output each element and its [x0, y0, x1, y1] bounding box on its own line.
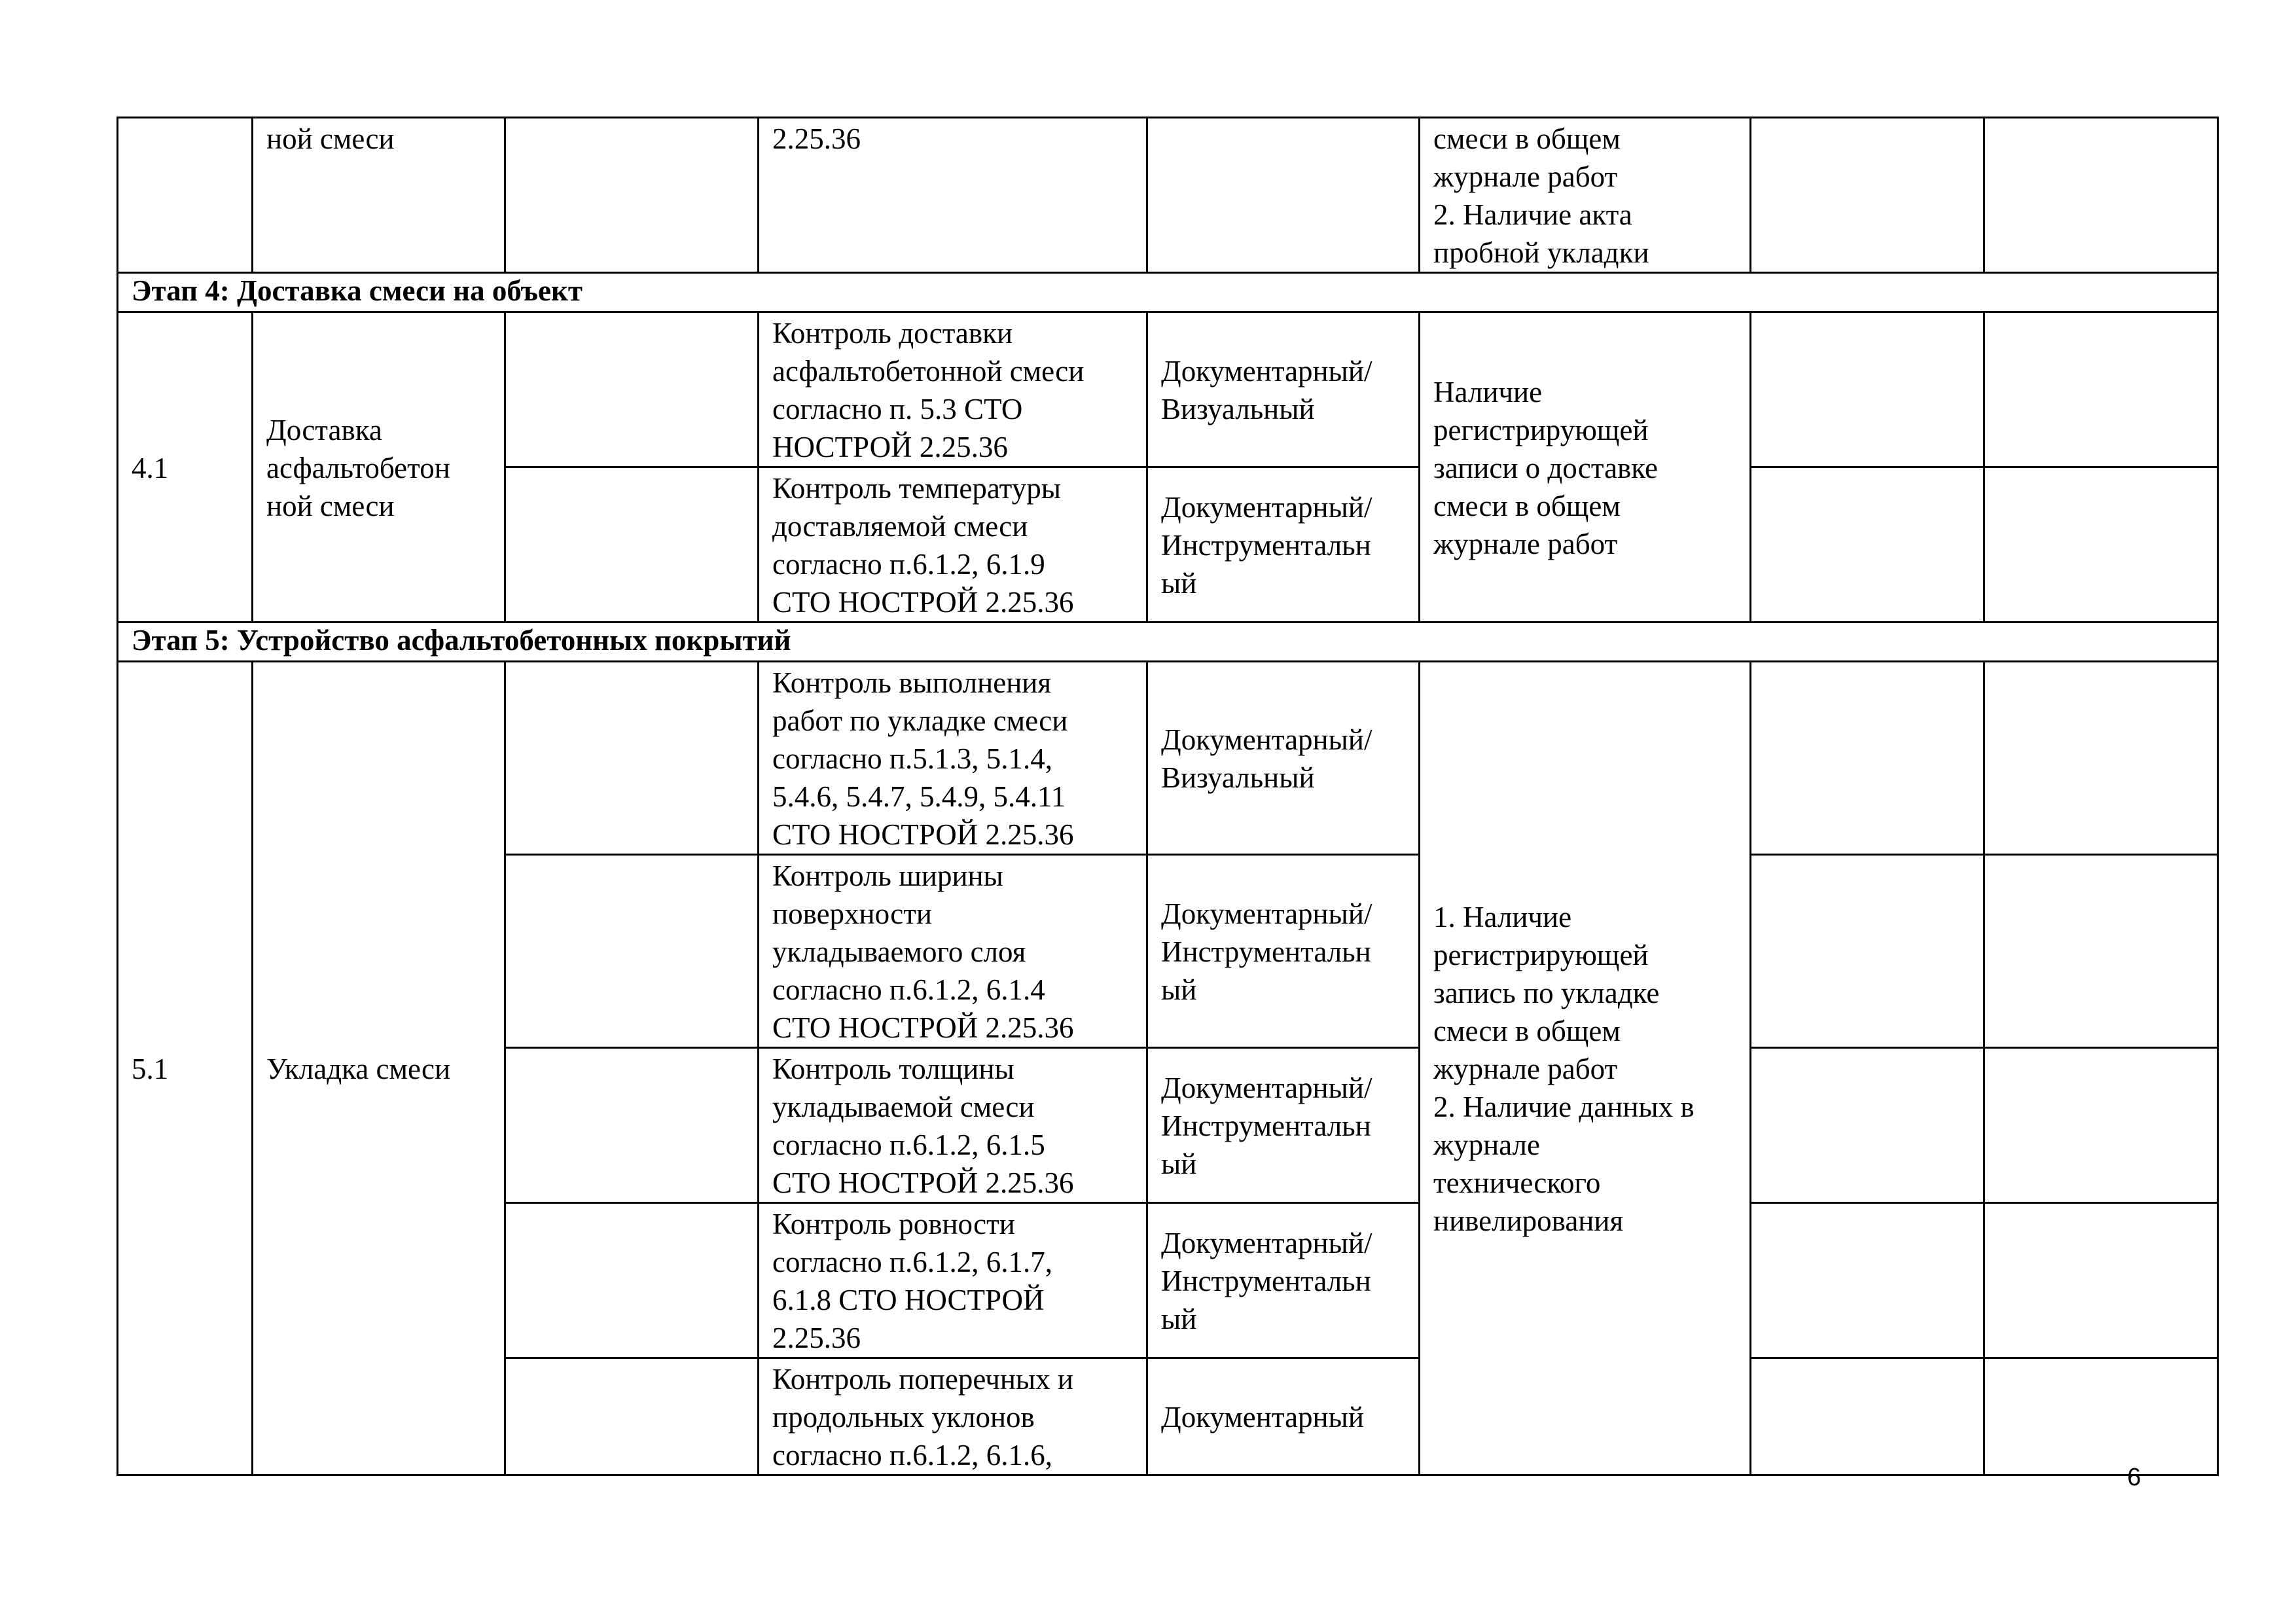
cell-control: Контроль доставки асфальтобетонной смеси согласно п. 5.3 СТО НОСТРОЙ 2.25.36: [759, 312, 1147, 467]
cell-name: Доставка асфальтобетон ной смеси: [253, 312, 505, 623]
cell-empty: [505, 118, 759, 273]
cell-control: Контроль толщины укладываемой смеси согласно п.6.1.2, 6.1.5 СТО НОСТРОЙ 2.25.36: [759, 1048, 1147, 1203]
cell-empty: [1751, 312, 1984, 467]
cell-empty: [1751, 662, 1984, 855]
cell-method: Документарный: [1147, 1358, 1420, 1475]
cell-empty: [1984, 1048, 2218, 1203]
control-table: [117, 117, 2219, 1476]
cell-method: Документарный/ Визуальный: [1147, 312, 1420, 467]
cell-method: Документарный/ Визуальный: [1147, 662, 1420, 855]
cell-method: [1147, 118, 1420, 273]
cell-empty: [1751, 118, 1984, 273]
table-row: [118, 662, 2218, 855]
stage-5-title: Этап 5: Устройство асфальтобетонных покрытий: [118, 623, 2218, 662]
cell-number: 5.1: [118, 662, 253, 1475]
stage-header-row: [118, 273, 2218, 312]
cell-name: Укладка смеси: [253, 662, 505, 1475]
cell-result: Наличие регистрирующей записи о доставке смеси в общем журнале работ: [1420, 312, 1751, 623]
stage-4-title: Этап 4: Доставка смеси на объект: [118, 273, 2218, 312]
cell-empty: [505, 855, 759, 1048]
cell-result: 1. Наличие регистрирующей запись по укладке смеси в общем журнале работ 2. Наличие данных в журнале технического нивелирования: [1420, 662, 1751, 1475]
cell-empty: [1984, 662, 2218, 855]
table-row: [118, 118, 2218, 273]
cell-empty: [505, 1358, 759, 1475]
cell-empty: [505, 662, 759, 855]
cell-empty: [1751, 855, 1984, 1048]
cell-empty: [505, 1203, 759, 1358]
cell-method: Документарный/ Инструментальн ый: [1147, 855, 1420, 1048]
cell-control: Контроль поперечных и продольных уклонов согласно п.6.1.2, 6.1.6,: [759, 1358, 1147, 1475]
cell-empty: [1751, 1358, 1984, 1475]
cell-empty: [1751, 1048, 1984, 1203]
cell-method: Документарный/ Инструментальн ый: [1147, 1048, 1420, 1203]
cell-empty: [1984, 1358, 2218, 1475]
page-number: 6: [2127, 1464, 2142, 1491]
cell-method: Документарный/ Инструментальн ый: [1147, 1203, 1420, 1358]
cell-empty: [1751, 1203, 1984, 1358]
cell-empty: [1751, 467, 1984, 623]
cell-control: Контроль ширины поверхности укладываемого слоя согласно п.6.1.2, 6.1.4 СТО НОСТРОЙ 2.25.36: [759, 855, 1147, 1048]
cell-empty: [1984, 1203, 2218, 1358]
cell-result: смеси в общем журнале работ 2. Наличие акта пробной укладки: [1420, 118, 1751, 273]
cell-control: Контроль выполнения работ по укладке смеси согласно п.5.1.3, 5.1.4, 5.4.6, 5.4.7, 5.4.9, 5.4.11 СТО НОСТРОЙ 2.25.36: [759, 662, 1147, 855]
cell-number: 4.1: [118, 312, 253, 623]
cell-name: ной смеси: [253, 118, 505, 273]
cell-control: Контроль ровности согласно п.6.1.2, 6.1.7, 6.1.8 СТО НОСТРОЙ 2.25.36: [759, 1203, 1147, 1358]
cell-control: Контроль температуры доставляемой смеси согласно п.6.1.2, 6.1.9 СТО НОСТРОЙ 2.25.36: [759, 467, 1147, 623]
cell-empty: [1984, 312, 2218, 467]
cell-empty: [505, 1048, 759, 1203]
cell-method: Документарный/ Инструментальн ый: [1147, 467, 1420, 623]
cell-empty: [505, 312, 759, 467]
cell-control: 2.25.36: [759, 118, 1147, 273]
cell-empty: [505, 467, 759, 623]
cell-empty: [1984, 855, 2218, 1048]
cell-empty: [1984, 118, 2218, 273]
cell-empty: [1984, 467, 2218, 623]
stage-header-row: [118, 623, 2218, 662]
cell-number: [118, 118, 253, 273]
table-row: [118, 312, 2218, 467]
